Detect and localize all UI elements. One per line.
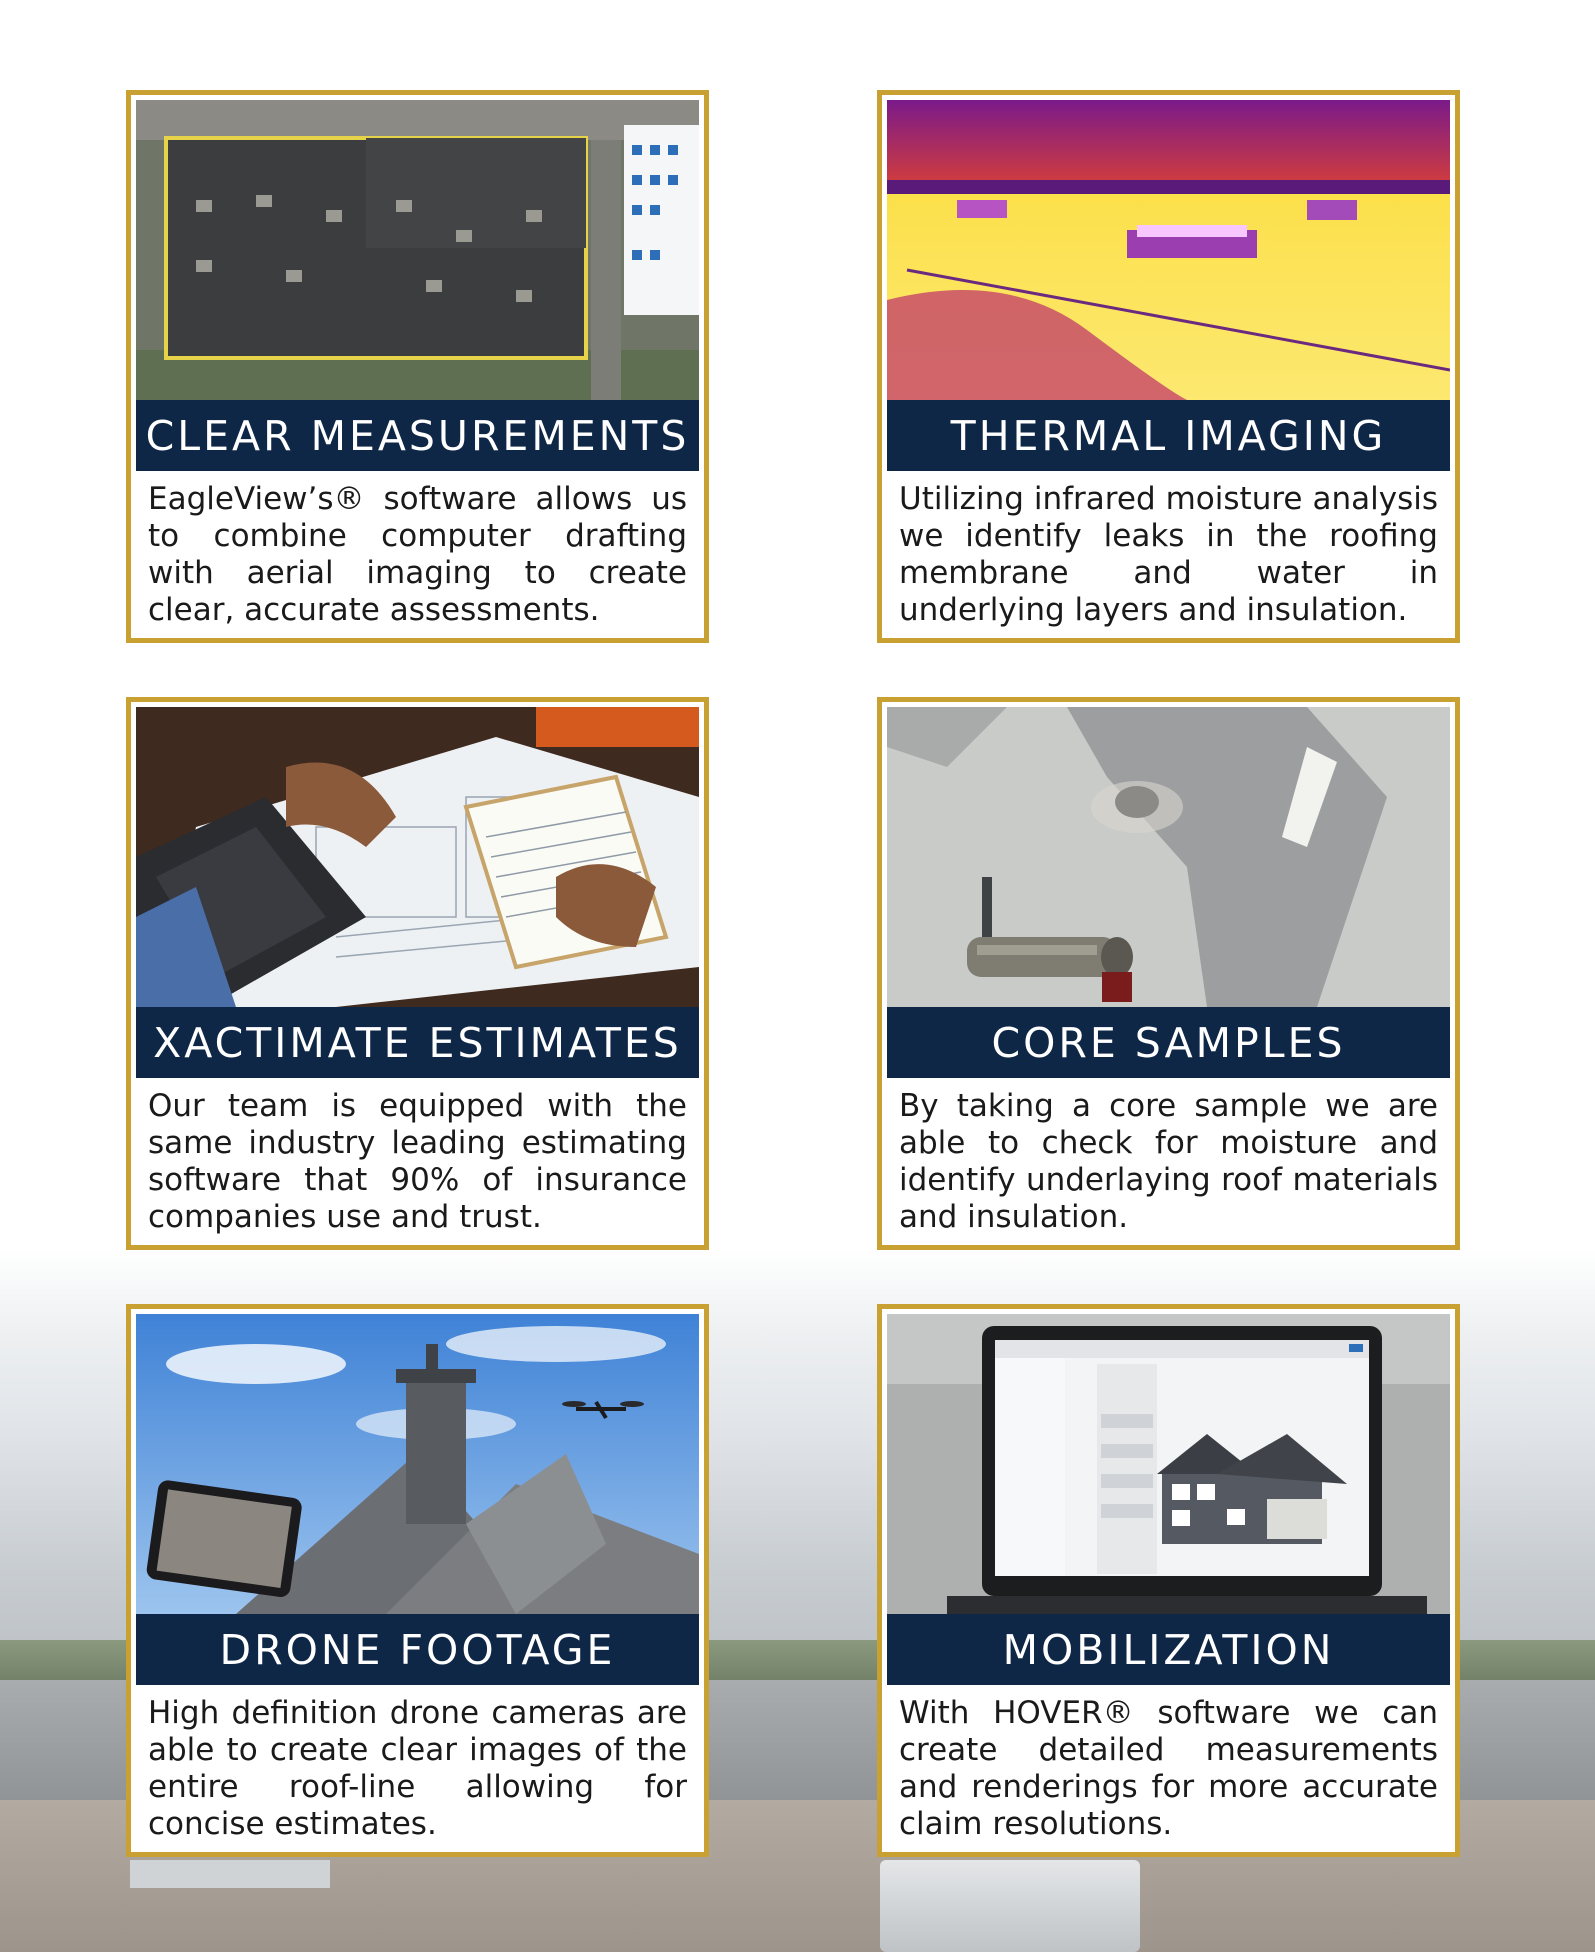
card-description: Our team is equipped with the same industry leading estimating software that 90% of insurance companies use and trust. [148,1088,687,1235]
card-title: THERMAL IMAGING [887,400,1450,471]
laptop-house-render-photo [887,1314,1450,1614]
aerial-rooftop-measurement-photo [136,100,699,400]
card-core-samples [877,697,1460,1250]
card-description: EagleView’s® software allows us to combine computer drafting with aerial imaging to create clear, accurate assessments. [148,481,687,628]
card-title: DRONE FOOTAGE [136,1614,699,1685]
background-roof-unit [880,1860,1140,1952]
card-description: Utilizing infrared moisture analysis we identify leaks in the roofing membrane and water in underlying layers and insulation. [899,481,1438,628]
card-description: By taking a core sample we are able to check for moisture and identify underlaying roof materials and insulation. [899,1088,1438,1235]
card-title: CORE SAMPLES [887,1007,1450,1078]
card-thermal-imaging [877,90,1460,643]
drone-over-roof-photo [136,1314,699,1614]
background-roof-curb [130,1860,330,1888]
card-drone-footage [126,1304,709,1857]
card-xactimate-estimates [126,697,709,1250]
card-description: High definition drone cameras are able to create clear images of the entire roof-line allowing for concise estimates. [148,1695,687,1842]
card-clear-measurements [126,90,709,643]
card-mobilization [877,1304,1460,1857]
card-title: MOBILIZATION [887,1614,1450,1685]
laptop-blueprints-photo [136,707,699,1007]
card-description: With HOVER® software we can create detailed measurements and renderings for more accurate claim resolutions. [899,1695,1438,1842]
card-title: CLEAR MEASUREMENTS [136,400,699,471]
roof-core-sample-photo [887,707,1450,1007]
card-title: XACTIMATE ESTIMATES [136,1007,699,1078]
thermal-roof-photo [887,100,1450,400]
